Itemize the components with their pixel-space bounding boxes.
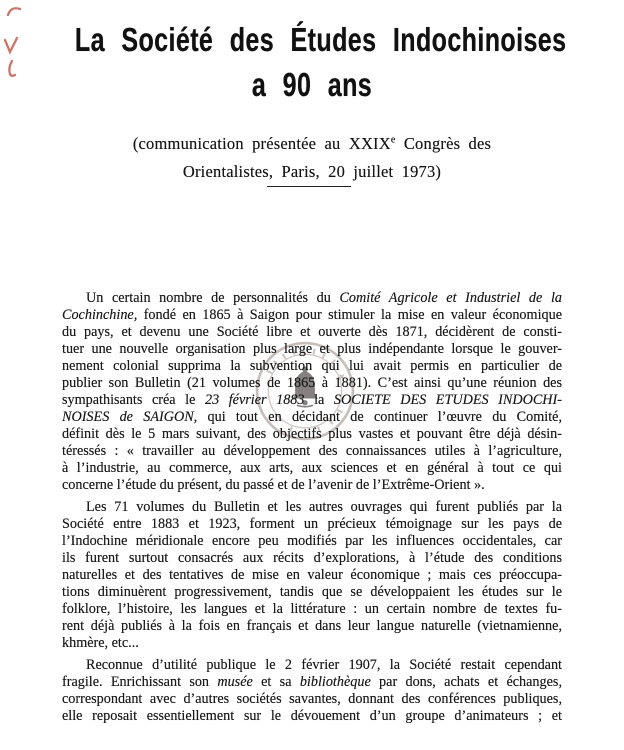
text-line: Les 71 volumes du Bulletin et les autres ouvrages qui furent publiés par la — [86, 499, 562, 515]
red-pen-mark-icon — [8, 8, 20, 15]
text-line: publier son Bulletin (21 volumes de 1865 à 1881). C’est ainsi qu’une réunion des — [62, 375, 562, 391]
article-title — [74, 17, 567, 107]
section-divider — [267, 186, 351, 187]
text-line: correspondant avec d’autres sociétés savantes, donnant des conférences publiques, — [62, 691, 562, 707]
article-title-line2: a 90 ans — [251, 66, 373, 103]
text-line: définit dès le 5 mars suivant, des objectifs plus vastes et pouvant être déjà désin- — [62, 426, 562, 442]
red-pen-mark-icon — [9, 61, 15, 76]
text-line: Un certain nombre de personnalités du Comité Agricole et Industriel de la — [86, 290, 562, 306]
text-line: Société entre 1883 et 1923, forment un précieux témoignage sur les pays de — [62, 516, 562, 532]
text-line: ils furent surtout consacrés aux récits d’explorations, à l’étude des conditions — [62, 550, 562, 566]
text-line: tions diminuèrent progressivement, tandis que se développaient les études sur le — [62, 584, 562, 600]
text-line: tuer une nouvelle organisation plus large et plus indépendante lorsque le gouver- — [62, 341, 562, 357]
text-line: fragile. Enrichissant son musée et sa bibliothèque par dons, achats et échanges, — [62, 674, 562, 690]
text-line: à l’industrie, au commerce, aux arts, aux sciences et en général à tout ce qui — [62, 460, 562, 476]
text-line: téressés : « travailler au développement des connaissances utiles à l’agriculture, — [62, 443, 562, 459]
text-line: rent déjà publiés à la fois en français et dans leur langue naturelle (vietnamienne, — [62, 618, 562, 634]
red-pen-annotation — [1, 2, 29, 82]
text-line: Reconnue d’utilité publique le 2 février 1907, la Société restait cependant — [86, 657, 562, 673]
paragraph — [62, 290, 562, 494]
paragraph — [62, 499, 562, 652]
subtitle-line2: Orientalistes, Paris, 20 juillet 1973) — [182, 162, 442, 181]
text-line: khmère, etc... — [62, 635, 139, 651]
text-line: Cochinchine, fondé en 1865 à Saigon pour stimuler la mise en valeur économique — [62, 307, 562, 323]
text-line: sympathisants créa le 23 février 1883 la SOCIETE DES ETUDES INDOCHI- — [62, 392, 562, 408]
text-line: nement colonial supprima la subvention qui lui avait permis en particulier de — [62, 358, 562, 374]
article-title-line1: La Société des Études Indochinoises — [74, 21, 567, 58]
body-text — [62, 290, 562, 725]
article-subtitle — [0, 130, 624, 186]
paragraph — [62, 657, 562, 725]
text-line: du pays, et devenu une Société libre et ouverte dès 1871, décidèrent de consti- — [62, 324, 562, 340]
text-line: concerne l’étude du présent, du passé et de l’avenir de l’Extrême-Orient ». — [62, 477, 485, 493]
subtitle-line1: (communication présentée au XXIXe Congrès des — [132, 134, 492, 153]
red-pen-mark-icon — [5, 38, 17, 52]
text-line: folklore, l’histoire, les langues et la littérature : un certain nombre de textes fu- — [62, 601, 562, 617]
text-line: elle reposait essentiellement sur le dévouement d’un groupe d’animateurs ; et — [62, 708, 562, 724]
superscript-e: e — [390, 134, 396, 146]
text-line: naturelles et des tentatives de mise en valeur économique ; mais ces préoccupa- — [62, 567, 562, 583]
text-line: l’Indochine méridionale encore peu modifiés par les influences occidentales, car — [62, 533, 562, 549]
text-line: NOISES de SAIGON, qui tout en décidant de continuer l’œuvre du Comité, — [62, 409, 562, 425]
